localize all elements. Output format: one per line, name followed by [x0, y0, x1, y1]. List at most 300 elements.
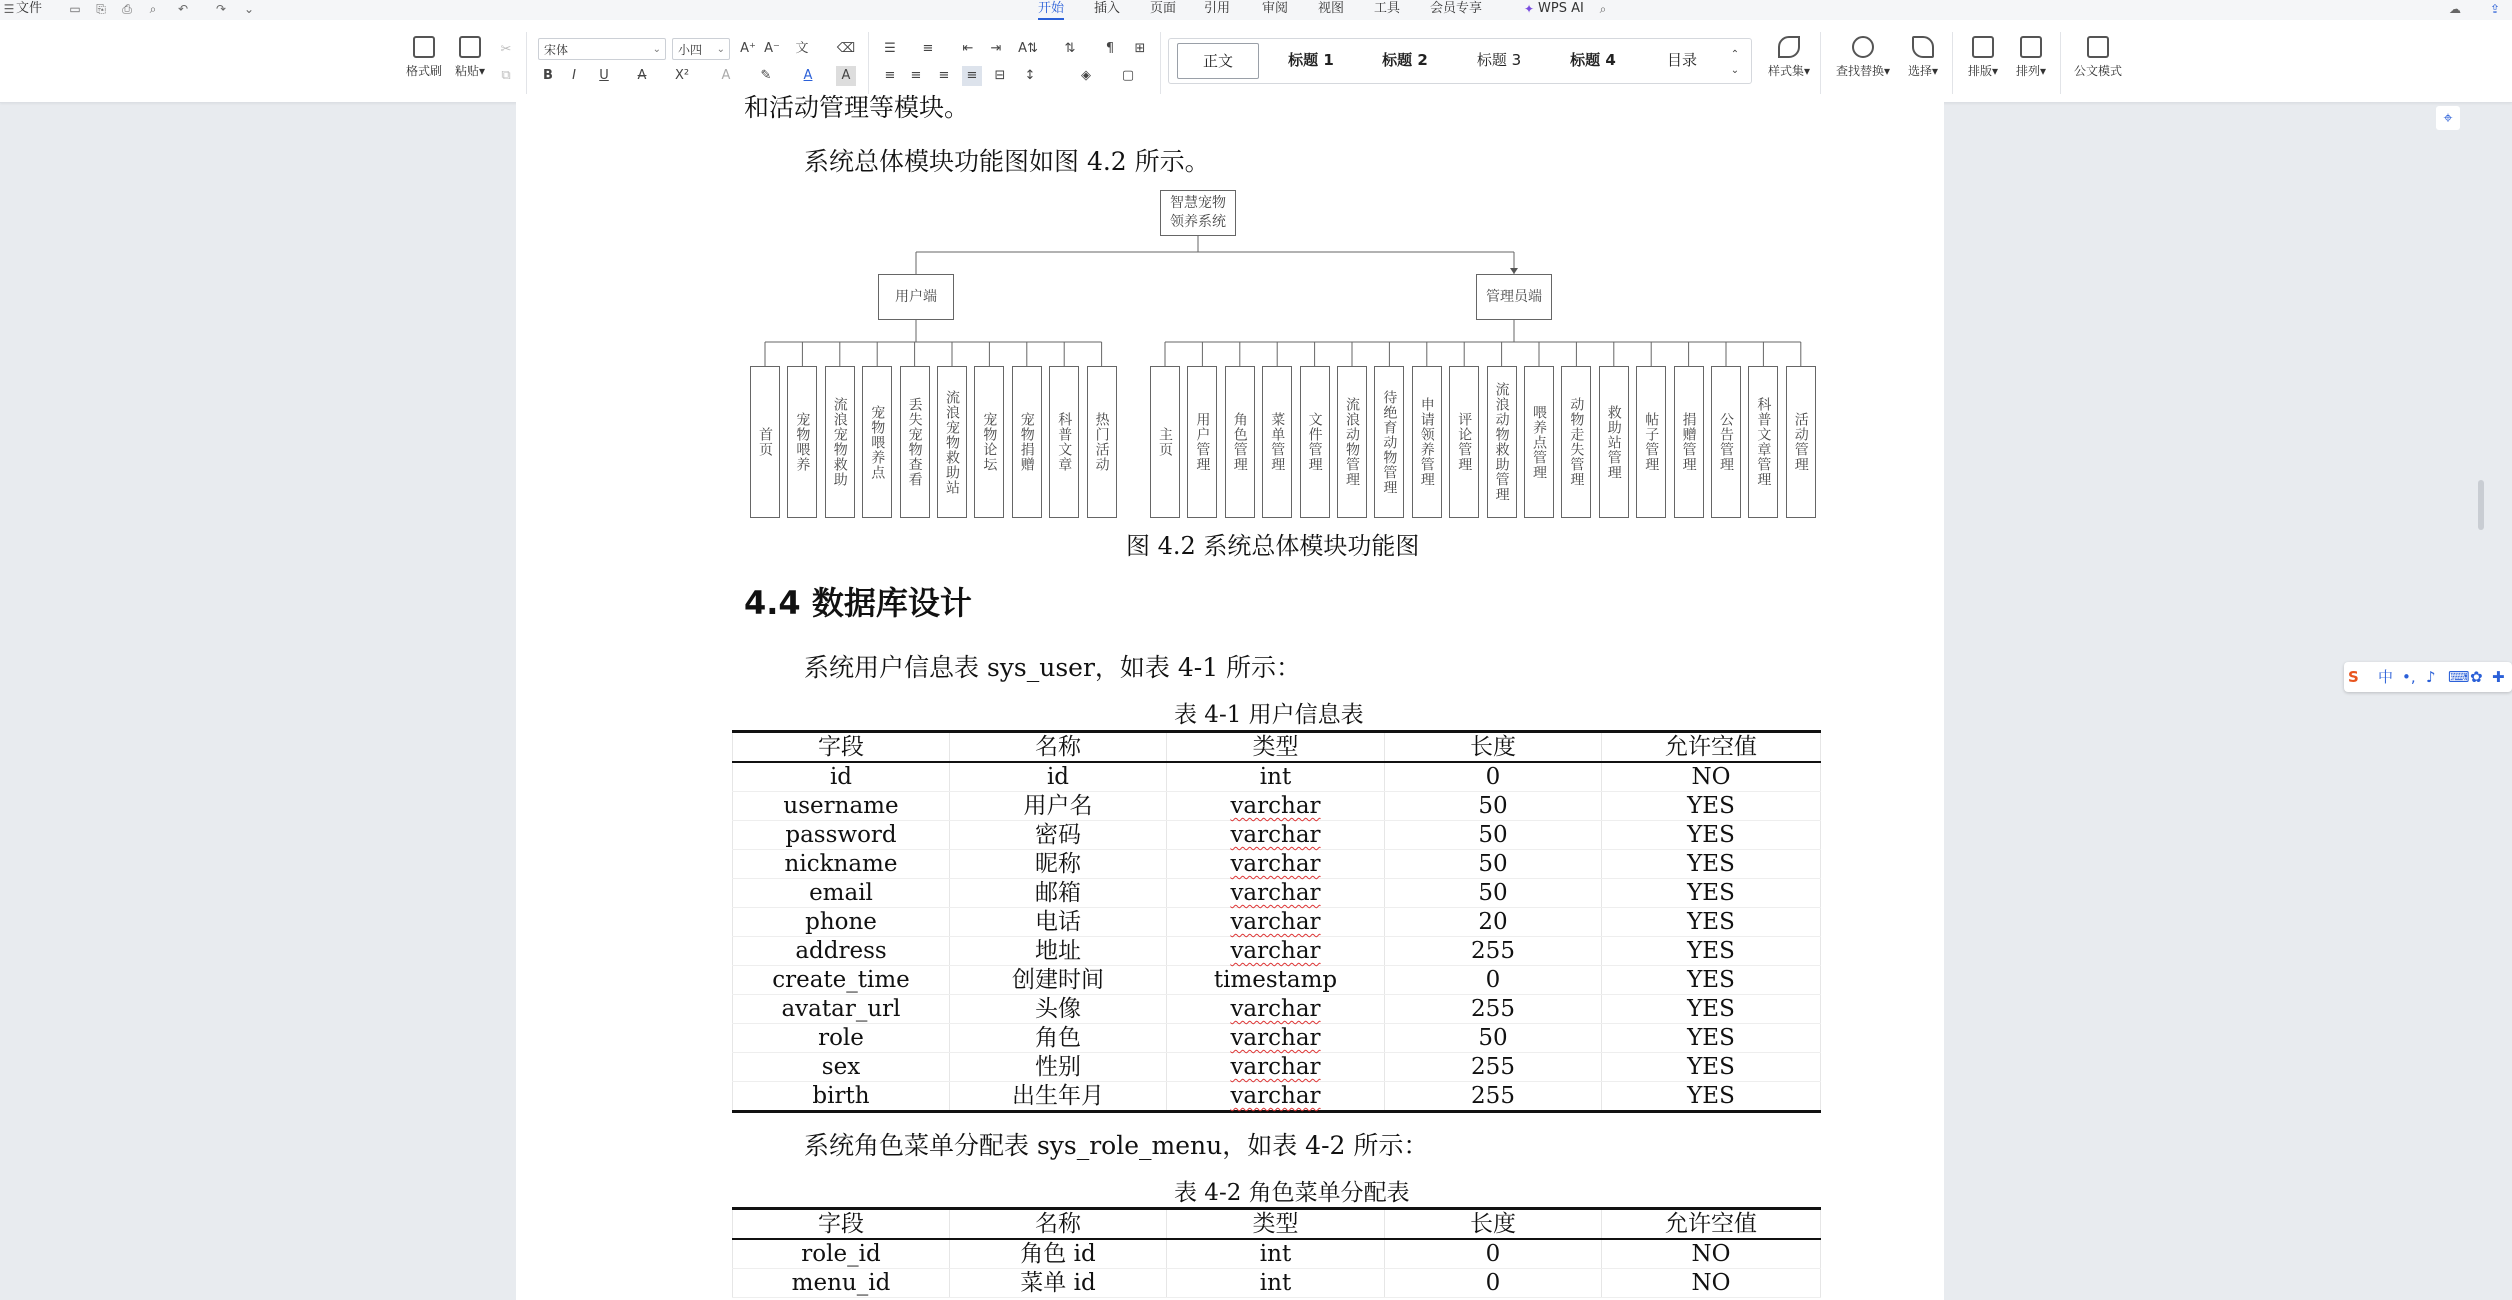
style-toc[interactable]: 目录 [1666, 51, 1697, 69]
location-pin-icon[interactable]: ⌖ [2436, 106, 2460, 130]
diagram-leaf-node: 丢失宠物查看 [900, 366, 930, 518]
table-cell [1167, 937, 1385, 966]
section-heading: 4.4 数据库设计 [744, 584, 972, 622]
clear-format-icon[interactable]: ⌫ [836, 41, 856, 56]
cell-text: varchar [1230, 851, 1321, 877]
table-row [733, 850, 1821, 879]
keyboard-icon[interactable]: ⌨ [2448, 668, 2470, 686]
ribbon-tab[interactable]: 引用 [1204, 1, 1231, 16]
numbered-list-icon[interactable]: ≡ [922, 41, 934, 56]
table-row [733, 995, 1821, 1024]
phonetic-guide-icon[interactable]: 文 [795, 41, 809, 56]
format-painter-button[interactable]: 格式刷 [404, 36, 444, 79]
table-row [733, 1024, 1821, 1053]
table-row [733, 762, 1821, 792]
diagram-leaf-node: 主页 [1150, 366, 1180, 518]
cell-text: NO [1691, 764, 1731, 790]
show-marks-icon[interactable]: ¶ [1105, 41, 1115, 56]
superscript-icon[interactable]: X² [674, 68, 690, 83]
style-heading-2[interactable]: 标题 2 [1382, 51, 1428, 69]
cell-text: YES [1687, 909, 1735, 935]
search-icon[interactable]: ⌕ [1599, 2, 1607, 16]
italic-icon[interactable]: I [572, 68, 576, 83]
column-header: 名称 [950, 1209, 1167, 1240]
cell-text: role_id [801, 1241, 881, 1267]
figure-caption: 图 4.2 系统总体模块功能图 [1126, 532, 1420, 560]
table-cell [733, 762, 950, 792]
cell-text: 50 [1478, 880, 1508, 906]
cell-text: 出生年月 [1012, 1083, 1104, 1109]
cell-text: 性别 [1035, 1054, 1081, 1080]
cell-text: varchar [1230, 822, 1321, 848]
cell-text: 20 [1478, 909, 1508, 935]
column-header: 字段 [733, 1209, 950, 1240]
cell-text: varchar [1230, 1054, 1321, 1080]
cut-icon[interactable]: ✂ [500, 42, 512, 57]
cell-text: menu_id [791, 1270, 891, 1296]
cell-text: 头像 [1035, 996, 1081, 1022]
column-header: 类型 [1167, 732, 1385, 763]
table-cell [1167, 1024, 1385, 1053]
table-cell [1385, 1082, 1602, 1112]
cell-text: 昵称 [1035, 851, 1081, 877]
cloud-sync-icon[interactable]: ☁ [2449, 2, 2461, 16]
ribbon-tab[interactable]: 页面 [1150, 1, 1177, 16]
table-cell [1385, 821, 1602, 850]
diagram-leaf-node: 角色管理 [1225, 366, 1255, 518]
diagram-leaf-node: 动物走失管理 [1561, 366, 1591, 518]
table-cell [1167, 1239, 1385, 1269]
diagram-leaf-node: 首页 [750, 366, 780, 518]
cell-text: 255 [1471, 938, 1515, 964]
cell-text: varchar [1230, 938, 1321, 964]
table-cell [733, 966, 950, 995]
font-name-select[interactable]: 宋体 ⌄ [538, 38, 666, 60]
diagram-leaf-node: 流浪动物管理 [1337, 366, 1367, 518]
align-left-icon[interactable]: ≡ [884, 68, 896, 83]
hamburger-icon[interactable]: ☰ [3, 2, 15, 16]
table-cell [733, 1024, 950, 1053]
cell-text: YES [1687, 1025, 1735, 1051]
cell-text: birth [812, 1083, 870, 1109]
table-cell [1167, 792, 1385, 821]
cell-text: id [829, 764, 853, 790]
style-set-icon [1778, 36, 1800, 58]
table-cell [950, 821, 1167, 850]
diagram-leaf-node: 公告管理 [1711, 366, 1741, 518]
diagram-leaf-node: 流浪宠物救助站 [937, 366, 967, 518]
table-cell [1602, 995, 1821, 1024]
brush-icon [413, 36, 435, 58]
cell-text: email [809, 880, 873, 906]
cell-text: int [1259, 1241, 1292, 1267]
cut-off-text: 和活动管理等模块。 [744, 93, 970, 122]
cell-text: 菜单 id [1020, 1270, 1096, 1296]
diagram-leaf-node: 流浪动物救助管理 [1487, 366, 1517, 518]
char-shading-icon[interactable]: A [836, 66, 856, 86]
style-set-button[interactable]: 样式集▾ [1766, 36, 1812, 79]
cell-text: 0 [1485, 967, 1501, 993]
cell-text: 50 [1478, 822, 1508, 848]
table-cell [950, 995, 1167, 1024]
cell-text: YES [1687, 967, 1735, 993]
table2-intro: 系统角色菜单分配表 sys_role_menu，如表 4-2 所示： [804, 1131, 1429, 1160]
table-cell [950, 966, 1167, 995]
table-row [733, 792, 1821, 821]
diagram-branch-node: 用户端 [878, 274, 954, 320]
table-row [733, 1053, 1821, 1082]
table-cell [733, 792, 950, 821]
table-cell [1602, 821, 1821, 850]
cell-text: 50 [1478, 793, 1508, 819]
table-cell [733, 995, 950, 1024]
cell-text: varchar [1230, 1025, 1321, 1051]
table-cell [1385, 1269, 1602, 1298]
sort-icon[interactable]: ⇅ [1064, 41, 1076, 56]
table-cell [950, 937, 1167, 966]
cell-text: 50 [1478, 851, 1508, 877]
cell-text: 255 [1471, 1054, 1515, 1080]
table-cell [1385, 850, 1602, 879]
diagram-leaf-node: 帖子管理 [1636, 366, 1666, 518]
table1-caption: 表 4-1 用户信息表 [1174, 702, 1364, 728]
diagram-root-node: 智慧宠物领养系统 [1160, 190, 1236, 236]
cell-text: YES [1687, 1083, 1735, 1109]
cell-text: sex [821, 1054, 861, 1080]
cell-text: 地址 [1035, 938, 1081, 964]
arrange-button[interactable]: 排列▾ [2008, 36, 2054, 79]
table-cell [950, 1053, 1167, 1082]
cell-text: 角色 [1035, 1025, 1081, 1051]
cell-text: YES [1687, 822, 1735, 848]
table-cell [1385, 908, 1602, 937]
table-cell [1167, 908, 1385, 937]
increase-indent-icon[interactable]: ⇥ [990, 41, 1002, 56]
diagram-leaf-node: 菜单管理 [1262, 366, 1292, 518]
menu-bar [0, 0, 2512, 20]
diagram-leaf-node: 捐赠管理 [1674, 366, 1704, 518]
cell-text: int [1259, 1270, 1292, 1296]
cell-text: YES [1687, 1054, 1735, 1080]
diagram-leaf-node: 热门活动 [1087, 366, 1117, 518]
column-header: 类型 [1167, 1209, 1385, 1240]
table-cell [1602, 762, 1821, 792]
table-cell [733, 879, 950, 908]
cell-text: YES [1687, 938, 1735, 964]
cell-text: YES [1687, 880, 1735, 906]
table-row [733, 908, 1821, 937]
table-header-row [733, 1209, 1821, 1240]
diagram-leaf-node: 评论管理 [1449, 366, 1479, 518]
table-cell [1385, 762, 1602, 792]
table-cell [733, 1082, 950, 1112]
share-icon[interactable]: ⇪ [2489, 2, 2501, 16]
table-cell [1602, 937, 1821, 966]
print-preview-icon[interactable]: ⌕ [149, 2, 157, 16]
diagram-leaf-node: 科普文章 [1049, 366, 1079, 518]
layout-button[interactable]: 排版▾ [1960, 36, 2006, 79]
table-cell [1602, 908, 1821, 937]
table-cell [950, 1269, 1167, 1298]
arrange-icon [2020, 36, 2042, 58]
cell-text: YES [1687, 996, 1735, 1022]
column-header: 长度 [1385, 732, 1602, 763]
strikethrough-icon[interactable]: A [637, 68, 647, 83]
copy-icon[interactable]: ⧉ [501, 68, 511, 83]
table-cell [950, 850, 1167, 879]
table-cell [950, 908, 1167, 937]
table-row [733, 821, 1821, 850]
cell-text: 50 [1478, 1025, 1508, 1051]
select-button[interactable]: 选择▾ [1900, 36, 1946, 79]
gallery-expand-icon[interactable]: ⌄ [1730, 65, 1740, 76]
cell-text: password [785, 822, 897, 848]
export-icon[interactable]: ⎘ [96, 2, 106, 16]
cell-text: 0 [1485, 764, 1501, 790]
table-row [733, 879, 1821, 908]
wps-ai-button[interactable]: WPS AI [1538, 1, 1584, 16]
text-effect-icon[interactable]: A [721, 68, 731, 83]
table-cell [1602, 1239, 1821, 1269]
table-cell [1385, 792, 1602, 821]
highlight-icon[interactable]: ✎ [760, 68, 772, 83]
intro-paragraph: 系统总体模块功能图如图 4.2 所示。 [804, 147, 1210, 176]
cell-text: timestamp [1213, 967, 1338, 993]
sogou-logo-icon: S [2348, 668, 2359, 686]
table-cell [950, 1024, 1167, 1053]
official-mode-button[interactable]: 公文模式 [2070, 36, 2126, 79]
table-cell [1602, 1053, 1821, 1082]
diagram-leaf-node: 科普文章管理 [1748, 366, 1778, 518]
line-spacing-icon[interactable]: ↕ [1024, 68, 1036, 83]
table-cell [1167, 879, 1385, 908]
table-cell [1602, 850, 1821, 879]
cell-text: varchar [1230, 909, 1321, 935]
cell-text: phone [805, 909, 877, 935]
table-row [733, 966, 1821, 995]
diagram-leaf-node: 宠物捐赠 [1012, 366, 1042, 518]
cell-text: 密码 [1035, 822, 1081, 848]
chinese-mode-icon[interactable]: 中 [2378, 668, 2394, 686]
diagram-leaf-node: 待绝育动物管理 [1374, 366, 1404, 518]
table-cell [950, 1239, 1167, 1269]
table-row [733, 1269, 1821, 1298]
table-cell [1385, 937, 1602, 966]
table-row [733, 937, 1821, 966]
cell-text: 255 [1471, 1083, 1515, 1109]
diagram-leaf-node: 喂养点管理 [1524, 366, 1554, 518]
ribbon-tab[interactable]: 工具 [1374, 1, 1401, 16]
ribbon-tab[interactable]: 开始 [1038, 0, 1064, 20]
role-menu-table [732, 1207, 1821, 1298]
cell-text: 0 [1485, 1270, 1501, 1296]
table-cell [733, 821, 950, 850]
find-replace-button[interactable]: 查找替换▾ [1832, 36, 1894, 79]
table-cell [1167, 1082, 1385, 1112]
table-cell [1167, 762, 1385, 792]
distribute-icon[interactable]: ⊟ [994, 68, 1006, 83]
ribbon-tab[interactable]: 插入 [1094, 1, 1121, 16]
file-menu[interactable]: 文件 [16, 1, 43, 16]
justify-icon[interactable]: ≡ [962, 66, 982, 86]
table-cell [1602, 792, 1821, 821]
cell-text: create_time [772, 967, 910, 993]
table-cell [1385, 966, 1602, 995]
table-cell [1602, 1082, 1821, 1112]
diagram-leaf-node: 文件管理 [1300, 366, 1330, 518]
gallery-scroll-up-icon[interactable]: ⌃ [1730, 49, 1740, 60]
ribbon-tab[interactable]: 会员专享 [1430, 1, 1483, 16]
table-cell [1602, 1269, 1821, 1298]
table2-caption: 表 4-2 角色菜单分配表 [1174, 1180, 1410, 1206]
style-normal[interactable]: 正文 [1177, 43, 1259, 79]
ribbon-tab[interactable]: 视图 [1318, 1, 1345, 16]
table-cell [1167, 995, 1385, 1024]
cell-text: 邮箱 [1035, 880, 1081, 906]
grow-font-icon[interactable]: A⁺ [740, 41, 756, 56]
clipboard-icon [459, 36, 481, 58]
cell-text: varchar [1230, 880, 1321, 906]
ribbon-toolbar [0, 20, 2512, 103]
table-cell [1167, 1269, 1385, 1298]
skin-icon[interactable]: ✿ [2470, 668, 2483, 686]
cell-text: username [783, 793, 899, 819]
diagram-leaf-node: 用户管理 [1187, 366, 1217, 518]
table-cell [950, 879, 1167, 908]
font-color-icon[interactable]: A [803, 68, 813, 83]
table-cell [1167, 966, 1385, 995]
decrease-indent-icon[interactable]: ⇤ [962, 41, 974, 56]
table-cell [1167, 1053, 1385, 1082]
scrollbar-thumb[interactable] [2478, 480, 2484, 530]
diagram-branch-node: 管理员端 [1476, 274, 1552, 320]
table1-intro: 系统用户信息表 sys_user，如表 4-1 所示： [804, 653, 1302, 682]
cell-text: avatar_url [781, 996, 901, 1022]
table-cell [1385, 1024, 1602, 1053]
cell-text: id [1046, 764, 1070, 790]
vertical-scrollbar[interactable] [2476, 102, 2486, 1300]
align-center-icon[interactable]: ≡ [910, 68, 922, 83]
bold-icon[interactable]: B [543, 68, 553, 83]
table-row [733, 1082, 1821, 1112]
style-heading-4[interactable]: 标题 4 [1570, 51, 1616, 69]
underline-icon[interactable]: U [599, 68, 609, 83]
cell-text: NO [1691, 1241, 1731, 1267]
table-cell [1167, 821, 1385, 850]
diagram-leaf-node: 宠物喂养点 [862, 366, 892, 518]
table-cell [1385, 879, 1602, 908]
wps-ai-icon: ✦ [1523, 2, 1535, 16]
cell-text: 电话 [1035, 909, 1081, 935]
diagram-leaf-node: 宠物喂养 [787, 366, 817, 518]
punctuation-icon[interactable]: •, [2402, 668, 2416, 686]
table-cell [950, 1082, 1167, 1112]
layout-icon [1972, 36, 1994, 58]
ribbon-tab[interactable]: 审阅 [1262, 1, 1289, 16]
style-heading-1[interactable]: 标题 1 [1288, 51, 1334, 69]
table-cell [950, 792, 1167, 821]
table-header-row [733, 732, 1821, 763]
cell-text: 角色 id [1020, 1241, 1096, 1267]
cell-text: 用户名 [1023, 793, 1093, 819]
table-cell [733, 908, 950, 937]
table-grid-icon[interactable]: ⊞ [1134, 41, 1146, 56]
table-cell [733, 1053, 950, 1082]
cell-text: role [818, 1025, 864, 1051]
table-cell [1385, 1239, 1602, 1269]
table-row [733, 1239, 1821, 1269]
cell-text: 创建时间 [1012, 967, 1104, 993]
column-header: 名称 [950, 732, 1167, 763]
cell-text: NO [1691, 1270, 1731, 1296]
print-icon[interactable]: ⎙ [122, 2, 132, 16]
cell-text: int [1259, 764, 1292, 790]
table-cell [733, 1239, 950, 1269]
table-cell [1385, 995, 1602, 1024]
text-direction-icon[interactable]: A⇅ [1018, 41, 1038, 56]
more-chevron-icon[interactable]: ⌄ [243, 2, 255, 16]
style-gallery [1168, 38, 1752, 84]
undo-icon[interactable]: ↶ [177, 2, 189, 16]
cell-text: YES [1687, 793, 1735, 819]
cell-text: nickname [784, 851, 898, 877]
borders-icon[interactable]: ▢ [1121, 68, 1135, 83]
cell-text: 255 [1471, 996, 1515, 1022]
column-header: 允许空值 [1602, 1209, 1821, 1240]
microphone-icon[interactable]: ♪ [2426, 668, 2436, 686]
diagram-leaf-node: 申请领养管理 [1412, 366, 1442, 518]
table-cell [1602, 966, 1821, 995]
cell-text: 0 [1485, 1241, 1501, 1267]
table-cell [950, 762, 1167, 792]
gamepad-icon[interactable]: ✚ [2492, 668, 2505, 686]
table-cell [733, 1269, 950, 1298]
save-icon[interactable]: ▭ [69, 2, 81, 16]
diagram-leaf-node: 活动管理 [1786, 366, 1816, 518]
cell-text: varchar [1230, 996, 1321, 1022]
document-icon [2087, 36, 2109, 58]
bullet-list-icon[interactable]: ☰ [884, 41, 896, 56]
cursor-icon [1912, 36, 1934, 58]
table-cell [733, 937, 950, 966]
font-size-select[interactable]: 小四 ⌄ [672, 38, 730, 60]
redo-icon[interactable]: ↷ [215, 2, 227, 16]
table-cell [1167, 850, 1385, 879]
cell-text: varchar [1230, 1083, 1321, 1109]
cell-text: address [795, 938, 887, 964]
align-right-icon[interactable]: ≡ [938, 68, 950, 83]
column-header: 字段 [733, 732, 950, 763]
column-header: 长度 [1385, 1209, 1602, 1240]
ime-toolbar[interactable] [2344, 662, 2512, 692]
paste-button[interactable]: 粘贴▾ [450, 36, 490, 79]
shrink-font-icon[interactable]: A⁻ [764, 41, 780, 56]
magnifier-icon [1852, 36, 1874, 58]
table-cell [1602, 879, 1821, 908]
shading-icon[interactable]: ◈ [1081, 68, 1091, 83]
diagram-leaf-node: 宠物论坛 [974, 366, 1004, 518]
user-info-table [732, 730, 1821, 1113]
cell-text: YES [1687, 851, 1735, 877]
table-cell [1602, 1024, 1821, 1053]
diagram-leaf-node: 流浪宠物救助 [825, 366, 855, 518]
table-cell [1385, 1053, 1602, 1082]
cell-text: varchar [1230, 793, 1321, 819]
table-cell [733, 850, 950, 879]
column-header: 允许空值 [1602, 732, 1821, 763]
diagram-leaf-node: 救助站管理 [1599, 366, 1629, 518]
style-heading-3[interactable]: 标题 3 [1476, 51, 1522, 69]
